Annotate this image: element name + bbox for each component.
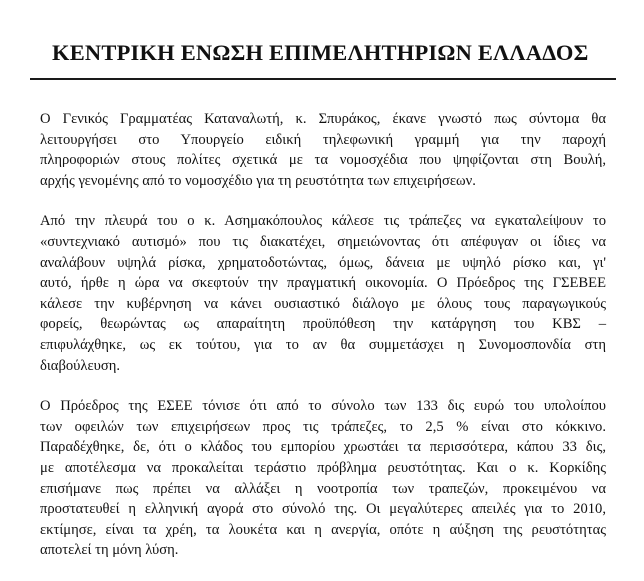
paragraph-2 (40, 211, 606, 376)
document-body (40, 109, 606, 581)
text-line: Από την πλευρά του ο κ. Ασημακόπουλος κάλεσε τις τράπεζες να εγκαταλείψουν το (40, 213, 606, 230)
text-line: επιφυλάχθηκε, ως εκ τούτου, για το αν θα συμμετάσχει η Συνομοσπονδία στη (40, 336, 606, 353)
text-line: προστατευθεί η ελληνική αγορά στο σύνολό της. Οι μεγαλύτερες απειλές για το 2010, (40, 501, 606, 518)
text-line: Ο Γενικός Γραμματέας Καταναλωτή, κ. Σπυράκος, έκανε γνωστό πως σύντομα θα (40, 111, 606, 127)
text-line: αυτό, ήρθε η ώρα να σκεφτούν την πραγματική οικονομία. Ο Πρόεδρος της ΓΣΕΒΕΕ (40, 275, 606, 292)
text-line: επισήμανε πως πρέπει να αλλάξει η νοοτροπία των τραπεζών, προκειμένου να (40, 480, 606, 497)
text-line: διαβούλευση. (40, 357, 120, 374)
text-line: εκτίμησε, είναι τα χρέη, τα λουκέτα και η ανεργία, οπότε η αύξηση της ρευστότητας (40, 521, 606, 538)
text-line: αρχής γενομένης από το νομοσχέδιο για τη ρευστότητα των επιχειρήσεων. (40, 172, 476, 189)
text-line: Ο Πρόεδρος της ΕΣΕΕ τόνισε ότι από το σύνολο των 133 δις ευρώ του υπολοίπου (40, 398, 606, 415)
text-line: φορείς, θεωρώντας ως απαραίτητη προϋπόθεση την κατάργηση του ΚΒΣ – (40, 316, 606, 333)
text-line: κάλεσε την κυβέρνηση να κάνει ουσιαστικό διάλογο με όλους τους παραγωγικούς (40, 295, 606, 312)
text-line: αναλάβουν υψηλά ρίσκα, χρηματοδοτώντας, όμως, δάνεια με υψηλό ρίσκο και, γι' (40, 254, 606, 271)
paragraph-3 (40, 396, 606, 561)
text-line: των οφειλών των επιχειρήσεων προς τις τράπεζες, το 2,5 % είναι στο κόκκινο. (40, 418, 606, 435)
text-line: πληροφοριών στους πολίτες σχετικά με τα νομοσχέδια που ψηφίζονται στη Βουλή, (40, 152, 606, 169)
title-divider (30, 78, 616, 80)
text-line: αποτελεί τη μόνη λύση. (40, 542, 179, 559)
text-line: λειτουργήσει στο Υπουργείο ειδική τηλεφωνική γραμμή για την παροχή (40, 131, 606, 148)
text-line: Παραδέχθηκε, δε, ότι ο κλάδος του εμπορίου χρωστάει τα περισσότερα, κάπου 33 δις, (40, 439, 606, 456)
text-line: με αποτέλεσμα να προκαλείται τεράστιο πρόβλημα ρευστότητας. Και ο κ. Κορκίδης (40, 459, 606, 476)
paragraph-1 (40, 109, 606, 191)
text-line: «συντεχνιακό αυτισμό» που τις διακατέχει, σημειώνοντας ότι απέφυγαν οι ίδιες να (40, 233, 606, 250)
document-title: ΚΕΝΤΡΙΚΗ ΕΝΩΣΗ ΕΠΙΜΕΛΗΤΗΡΙΩΝ ΕΛΛΑΔΟΣ (52, 40, 589, 65)
